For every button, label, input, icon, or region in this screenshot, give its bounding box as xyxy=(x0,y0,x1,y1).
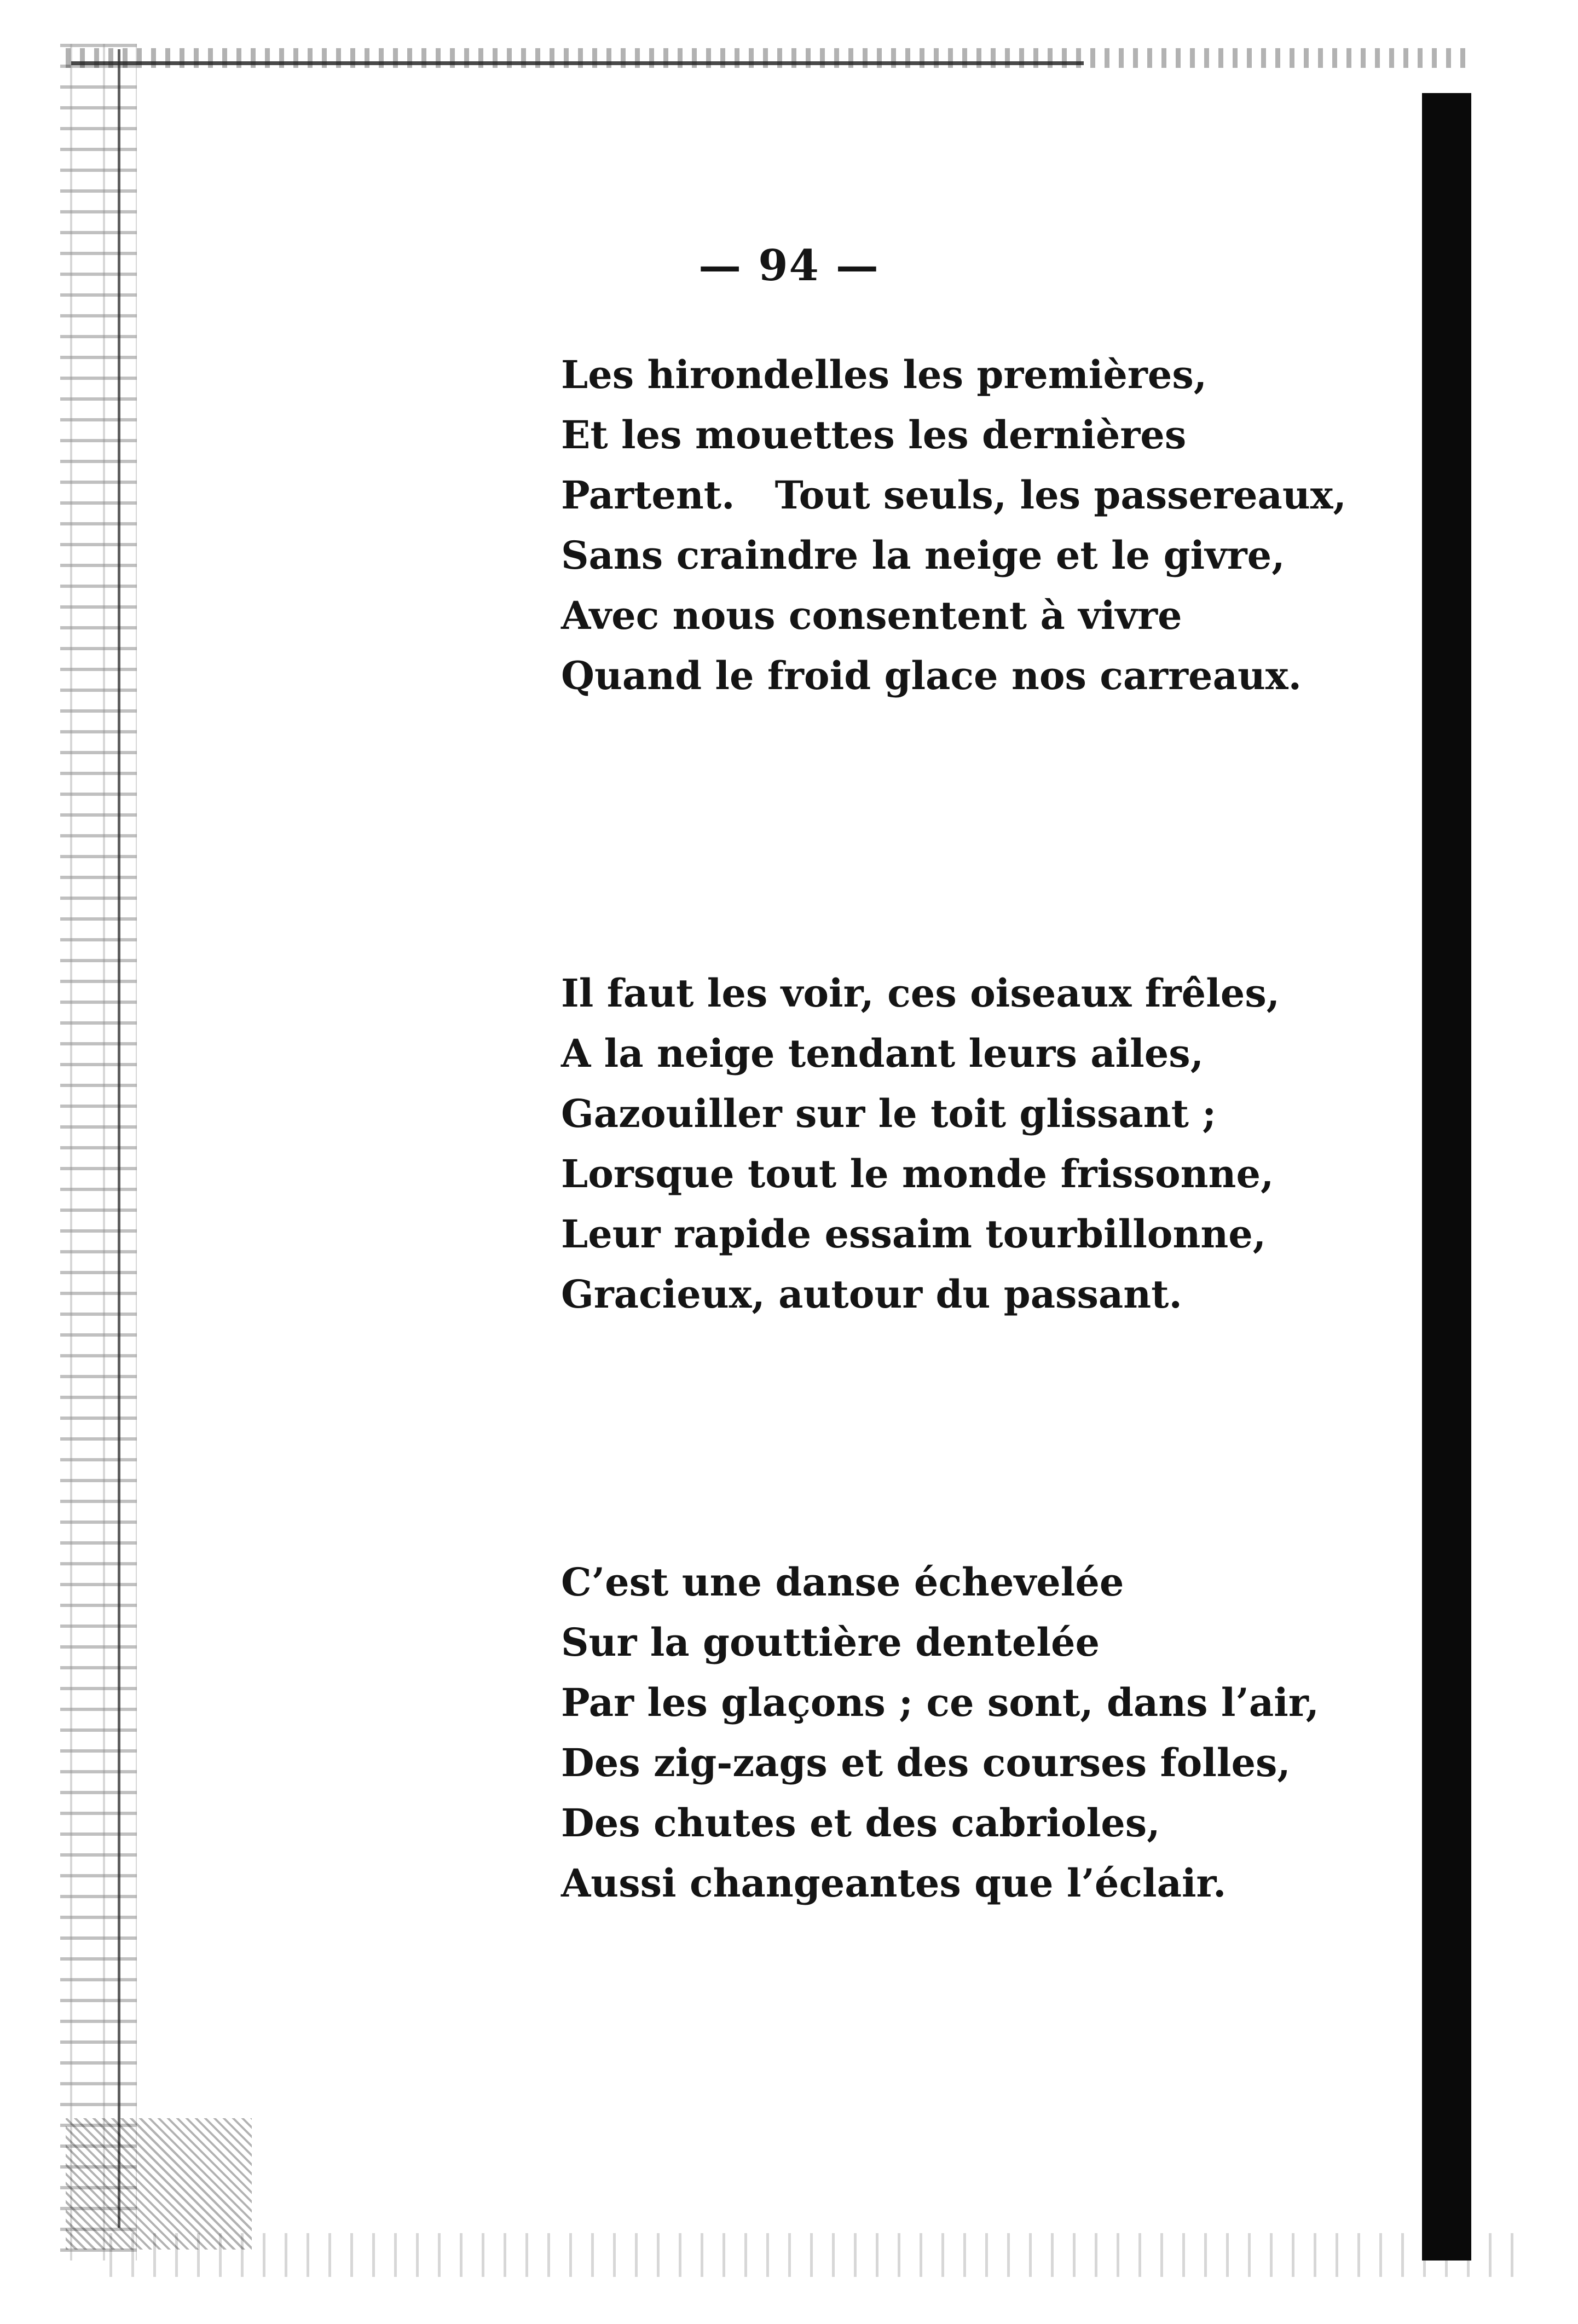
verse-line: Des zig-zags et des courses folles, xyxy=(561,1740,1291,1785)
verse-line: A la neige tendant leurs ailes, xyxy=(561,1031,1204,1076)
verse-line: Sur la gouttière dentelée xyxy=(561,1620,1100,1665)
poem-stanza-2 xyxy=(561,963,1382,1325)
verse-line: Par les glaçons ; ce sont, dans l’air, xyxy=(561,1680,1319,1725)
verse-line: Les hirondelles les premières, xyxy=(561,352,1207,397)
verse-line: C’est une danse échevelée xyxy=(561,1559,1124,1605)
page-number: — 94 — xyxy=(698,241,880,291)
poem-stanza-1 xyxy=(561,345,1382,706)
verse-line: Quand le froid glace nos carreaux. xyxy=(561,653,1302,698)
verse-line: Gazouiller sur le toit glissant ; xyxy=(561,1091,1217,1136)
verse-line: Sans craindre la neige et le givre, xyxy=(561,533,1285,578)
verse-line: Leur rapide essaim tourbillonne, xyxy=(561,1211,1267,1257)
scan-edge-top-line xyxy=(71,61,1084,65)
verse-line: Lorsque tout le monde frissonne, xyxy=(561,1151,1274,1196)
verse-line: Et les mouettes les dernières xyxy=(561,412,1187,458)
verse-line: Aussi changeantes que l’éclair. xyxy=(561,1860,1227,1906)
verse-line: Partent. Tout seuls, les passereaux, xyxy=(561,472,1346,518)
verse-line: Il faut les voir, ces oiseaux frêles, xyxy=(561,970,1280,1016)
scan-edge-left xyxy=(60,44,137,2261)
verse-line: Gracieux, autour du passant. xyxy=(561,1271,1182,1317)
scan-corner-smudge xyxy=(66,2118,252,2250)
poem-stanza-3 xyxy=(561,1552,1382,1913)
verse-line: Avec nous consentent à vivre xyxy=(561,593,1182,638)
scan-edge-left-line xyxy=(118,49,120,2228)
scan-edge-bottom xyxy=(109,2233,1533,2277)
verse-line: Des chutes et des cabrioles, xyxy=(561,1800,1160,1846)
scan-edge-right-bar xyxy=(1422,93,1471,2261)
